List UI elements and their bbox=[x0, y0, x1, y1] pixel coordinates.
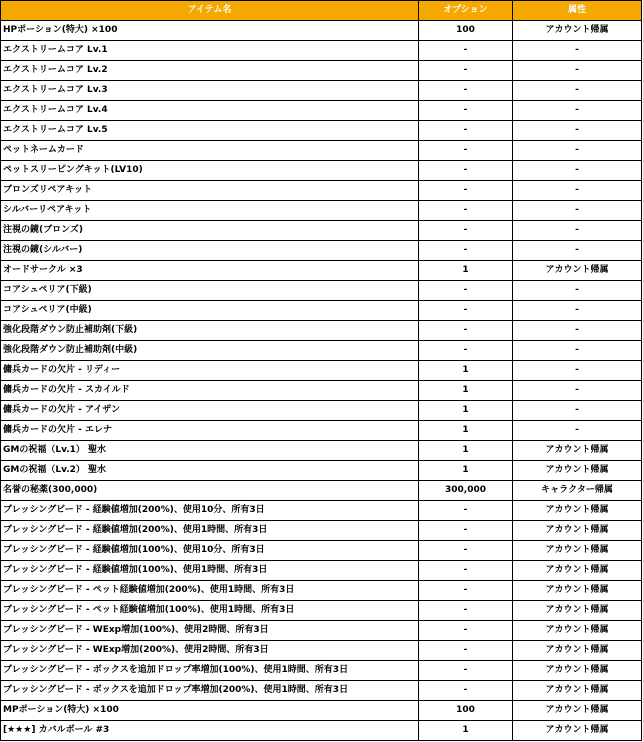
table-row bbox=[1, 41, 642, 61]
option-cell: 1 bbox=[419, 421, 513, 441]
item-name-cell: 名誉の秘薬(300,000) bbox=[1, 481, 419, 501]
option-cell: - bbox=[419, 281, 513, 301]
attribute-cell: - bbox=[513, 181, 642, 201]
item-name-cell: 注視の鏡(シルバー) bbox=[1, 241, 419, 261]
option-cell: - bbox=[419, 501, 513, 521]
header-option: オプション bbox=[419, 1, 513, 21]
attribute-cell: - bbox=[513, 221, 642, 241]
header-attribute: 属性 bbox=[513, 1, 642, 21]
option-cell: 1 bbox=[419, 461, 513, 481]
option-cell: 1 bbox=[419, 261, 513, 281]
table-row bbox=[1, 361, 642, 381]
table-row bbox=[1, 61, 642, 81]
table-row bbox=[1, 261, 642, 281]
item-name-cell: 注視の鏡(ブロンズ) bbox=[1, 221, 419, 241]
option-cell: - bbox=[419, 581, 513, 601]
attribute-cell: アカウント帰属 bbox=[513, 561, 642, 581]
item-name-cell: 強化段階ダウン防止補助剤(中級) bbox=[1, 341, 419, 361]
item-name-cell: ブレッシングビード - WExp増加(200%)、使用2時間、所有3日 bbox=[1, 641, 419, 661]
item-name-cell: エクストリームコア Lv.2 bbox=[1, 61, 419, 81]
table-row bbox=[1, 561, 642, 581]
item-name-cell: ペットスリーピングキット(LV10) bbox=[1, 161, 419, 181]
attribute-cell: - bbox=[513, 141, 642, 161]
item-name-cell: コアシュペリア(中級) bbox=[1, 301, 419, 321]
attribute-cell: - bbox=[513, 421, 642, 441]
attribute-cell: アカウント帰属 bbox=[513, 541, 642, 561]
attribute-cell: アカウント帰属 bbox=[513, 701, 642, 721]
option-cell: 1 bbox=[419, 401, 513, 421]
table-row bbox=[1, 81, 642, 101]
attribute-cell: - bbox=[513, 381, 642, 401]
attribute-cell: アカウント帰属 bbox=[513, 621, 642, 641]
attribute-cell: アカウント帰属 bbox=[513, 581, 642, 601]
table-row bbox=[1, 601, 642, 621]
attribute-cell: - bbox=[513, 201, 642, 221]
attribute-cell: アカウント帰属 bbox=[513, 21, 642, 41]
item-name-cell: ブレッシングビード - 経験値増加(200%)、使用10分、所有3日 bbox=[1, 501, 419, 521]
table-row bbox=[1, 441, 642, 461]
option-cell: - bbox=[419, 81, 513, 101]
item-name-cell: 傭兵カードの欠片 - エレナ bbox=[1, 421, 419, 441]
option-cell: - bbox=[419, 101, 513, 121]
option-cell: - bbox=[419, 61, 513, 81]
option-cell: - bbox=[419, 561, 513, 581]
table-row bbox=[1, 481, 642, 501]
item-name-cell: エクストリームコア Lv.5 bbox=[1, 121, 419, 141]
table-row bbox=[1, 301, 642, 321]
table-row bbox=[1, 521, 642, 541]
table-row bbox=[1, 381, 642, 401]
item-name-cell: ブレッシングビード - 経験値増加(100%)、使用10分、所有3日 bbox=[1, 541, 419, 561]
attribute-cell: - bbox=[513, 241, 642, 261]
item-name-cell: [★★★] カバルボール #3 bbox=[1, 721, 419, 741]
item-name-cell: MPポーション(特大) ×100 bbox=[1, 701, 419, 721]
attribute-cell: - bbox=[513, 101, 642, 121]
table-row bbox=[1, 621, 642, 641]
table-header-row bbox=[1, 1, 642, 21]
item-name-cell: ブロンズリペアキット bbox=[1, 181, 419, 201]
attribute-cell: アカウント帰属 bbox=[513, 721, 642, 741]
option-cell: 300,000 bbox=[419, 481, 513, 501]
table-row bbox=[1, 541, 642, 561]
header-item-name: アイテム名 bbox=[1, 1, 419, 21]
item-name-cell: エクストリームコア Lv.1 bbox=[1, 41, 419, 61]
attribute-cell: - bbox=[513, 61, 642, 81]
table-row bbox=[1, 641, 642, 661]
attribute-cell: - bbox=[513, 161, 642, 181]
table-row bbox=[1, 701, 642, 721]
table-row bbox=[1, 501, 642, 521]
option-cell: - bbox=[419, 681, 513, 701]
attribute-cell: - bbox=[513, 81, 642, 101]
attribute-cell: - bbox=[513, 401, 642, 421]
table-row bbox=[1, 341, 642, 361]
attribute-cell: - bbox=[513, 281, 642, 301]
item-name-cell: 強化段階ダウン防止補助剤(下級) bbox=[1, 321, 419, 341]
table-row bbox=[1, 101, 642, 121]
table-body bbox=[1, 21, 642, 741]
attribute-cell: - bbox=[513, 321, 642, 341]
option-cell: - bbox=[419, 41, 513, 61]
item-name-cell: エクストリームコア Lv.4 bbox=[1, 101, 419, 121]
item-name-cell: HPポーション(特大) ×100 bbox=[1, 21, 419, 41]
option-cell: - bbox=[419, 121, 513, 141]
option-cell: - bbox=[419, 641, 513, 661]
item-name-cell: ブレッシングビード - ペット経験値増加(100%)、使用1時間、所有3日 bbox=[1, 601, 419, 621]
table-row bbox=[1, 201, 642, 221]
attribute-cell: アカウント帰属 bbox=[513, 441, 642, 461]
table-row bbox=[1, 661, 642, 681]
item-name-cell: オードサークル ×3 bbox=[1, 261, 419, 281]
table-row bbox=[1, 21, 642, 41]
attribute-cell: - bbox=[513, 41, 642, 61]
table-row bbox=[1, 141, 642, 161]
item-name-cell: GMの祝福（Lv.1） 聖水 bbox=[1, 441, 419, 461]
table-row bbox=[1, 401, 642, 421]
option-cell: - bbox=[419, 301, 513, 321]
table-row bbox=[1, 221, 642, 241]
option-cell: - bbox=[419, 181, 513, 201]
option-cell: - bbox=[419, 521, 513, 541]
attribute-cell: アカウント帰属 bbox=[513, 601, 642, 621]
item-name-cell: ブレッシングビード - ボックスを追加ドロップ率増加(100%)、使用1時間、所有3日 bbox=[1, 661, 419, 681]
table-row bbox=[1, 581, 642, 601]
attribute-cell: アカウント帰属 bbox=[513, 261, 642, 281]
option-cell: 100 bbox=[419, 21, 513, 41]
attribute-cell: アカウント帰属 bbox=[513, 661, 642, 681]
item-name-cell: ブレッシングビード - ボックスを追加ドロップ率増加(200%)、使用1時間、所有3日 bbox=[1, 681, 419, 701]
option-cell: 100 bbox=[419, 701, 513, 721]
table-row bbox=[1, 181, 642, 201]
table-row bbox=[1, 241, 642, 261]
item-name-cell: シルバーリペアキット bbox=[1, 201, 419, 221]
table-row bbox=[1, 461, 642, 481]
option-cell: - bbox=[419, 341, 513, 361]
option-cell: - bbox=[419, 201, 513, 221]
option-cell: - bbox=[419, 621, 513, 641]
item-name-cell: 傭兵カードの欠片 - リディー bbox=[1, 361, 419, 381]
item-name-cell: ブレッシングビード - ペット経験値増加(200%)、使用1時間、所有3日 bbox=[1, 581, 419, 601]
table-row bbox=[1, 721, 642, 741]
table-row bbox=[1, 681, 642, 701]
attribute-cell: - bbox=[513, 301, 642, 321]
attribute-cell: - bbox=[513, 121, 642, 141]
item-name-cell: ブレッシングビード - WExp増加(100%)、使用2時間、所有3日 bbox=[1, 621, 419, 641]
table-row bbox=[1, 161, 642, 181]
option-cell: 1 bbox=[419, 721, 513, 741]
option-cell: - bbox=[419, 661, 513, 681]
table-row bbox=[1, 321, 642, 341]
item-name-cell: ブレッシングビード - 経験値増加(100%)、使用1時間、所有3日 bbox=[1, 561, 419, 581]
option-cell: - bbox=[419, 241, 513, 261]
option-cell: 1 bbox=[419, 361, 513, 381]
item-name-cell: ペットネームカード bbox=[1, 141, 419, 161]
attribute-cell: アカウント帰属 bbox=[513, 501, 642, 521]
option-cell: 1 bbox=[419, 381, 513, 401]
item-name-cell: ブレッシングビード - 経験値増加(200%)、使用1時間、所有3日 bbox=[1, 521, 419, 541]
attribute-cell: アカウント帰属 bbox=[513, 641, 642, 661]
item-name-cell: コアシュペリア(下級) bbox=[1, 281, 419, 301]
table-row bbox=[1, 281, 642, 301]
attribute-cell: - bbox=[513, 341, 642, 361]
item-name-cell: 傭兵カードの欠片 - アイザン bbox=[1, 401, 419, 421]
table-row bbox=[1, 121, 642, 141]
attribute-cell: - bbox=[513, 361, 642, 381]
option-cell: - bbox=[419, 601, 513, 621]
option-cell: - bbox=[419, 161, 513, 181]
item-name-cell: 傭兵カードの欠片 - スカイルド bbox=[1, 381, 419, 401]
option-cell: 1 bbox=[419, 441, 513, 461]
option-cell: - bbox=[419, 141, 513, 161]
option-cell: - bbox=[419, 221, 513, 241]
option-cell: - bbox=[419, 321, 513, 341]
attribute-cell: キャラクター帰属 bbox=[513, 481, 642, 501]
option-cell: - bbox=[419, 541, 513, 561]
table-row bbox=[1, 421, 642, 441]
attribute-cell: アカウント帰属 bbox=[513, 461, 642, 481]
item-name-cell: エクストリームコア Lv.3 bbox=[1, 81, 419, 101]
attribute-cell: アカウント帰属 bbox=[513, 521, 642, 541]
item-name-cell: GMの祝福（Lv.2） 聖水 bbox=[1, 461, 419, 481]
attribute-cell: アカウント帰属 bbox=[513, 681, 642, 701]
